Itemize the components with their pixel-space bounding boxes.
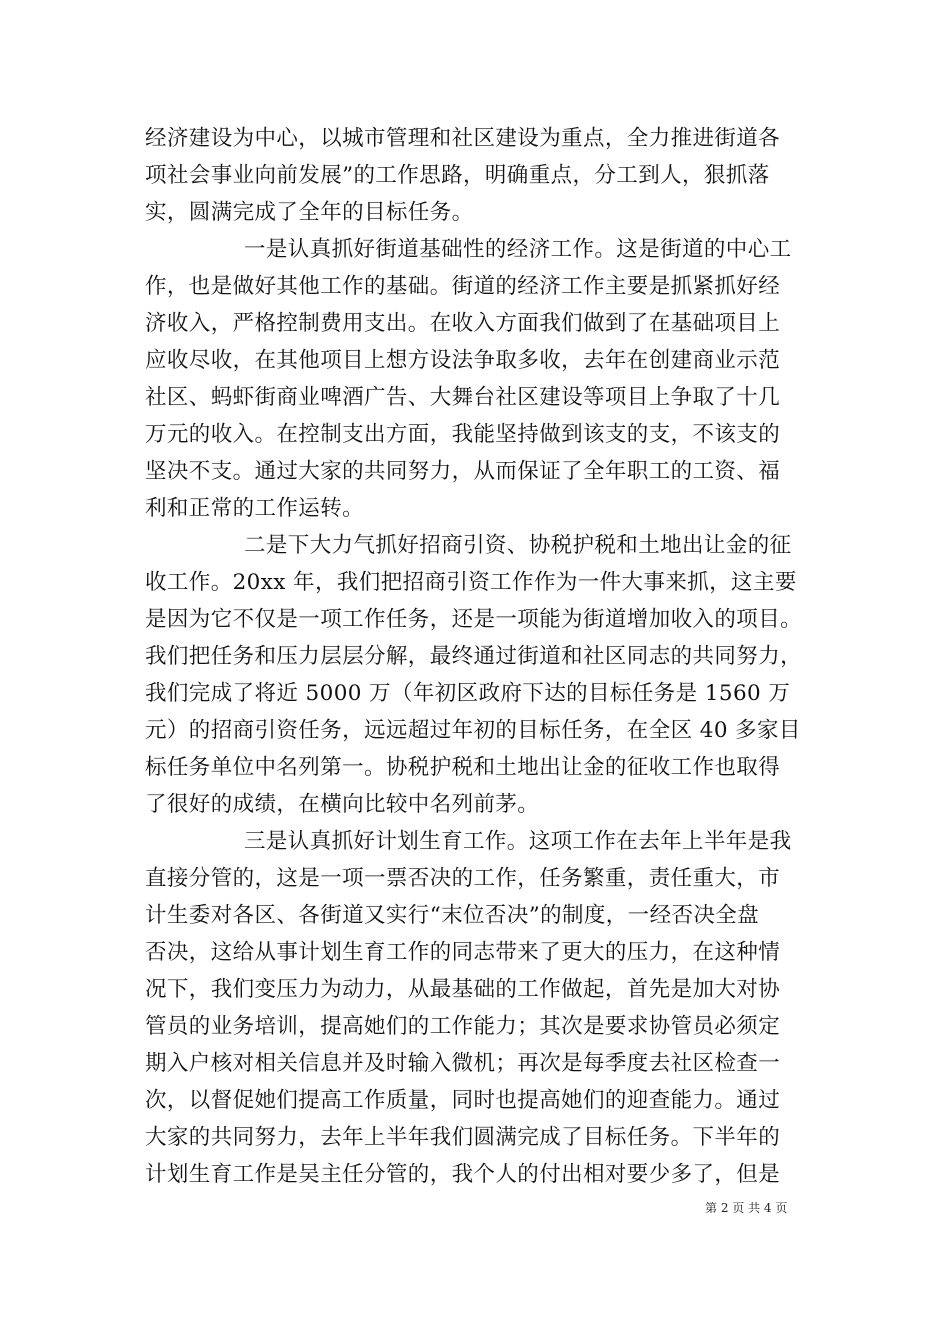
text-line: 是因为它不仅是一项工作任务，还是一项能为街道增加收入的项目。 bbox=[145, 607, 803, 632]
text-line: 管员的业务培训，提高她们的工作能力；其次是要求协管员必须定 bbox=[145, 1014, 781, 1039]
text-line: 实，圆满完成了全年的目标任务。 bbox=[145, 200, 474, 225]
text-line: 项社会事业向前发展”的工作思路，明确重点，分工到人，狠抓落 bbox=[145, 163, 770, 188]
text-line: 坚决不支。通过大家的共同努力，从而保证了全年职工的工资、福 bbox=[145, 459, 781, 484]
text-line: 经济建设为中心，以城市管理和社区建设为重点，全力推进街道各 bbox=[145, 126, 781, 151]
page-number-footer: 第 2 页 共 4 页 bbox=[705, 1201, 788, 1215]
text-line: 标任务单位中名列第一。协税护税和土地出让金的征收工作也取得 bbox=[145, 755, 781, 780]
text-line: 我们把任务和压力层层分解，最终通过街道和社区同志的共同努力， bbox=[145, 644, 803, 669]
text-line: 次，以督促她们提高工作质量，同时也提高她们的迎查能力。通过 bbox=[145, 1088, 781, 1113]
text-line: 利和正常的工作运转。 bbox=[145, 496, 365, 521]
text-line: 应收尽收，在其他项目上想方设法争取多收，去年在创建商业示范 bbox=[145, 348, 781, 373]
text-line: 元）的招商引资任务，远远超过年初的目标任务，在全区 40 多家目 bbox=[145, 718, 801, 743]
text-line: 直接分管的，这是一项一票否决的工作，任务繁重，责任重大，市 bbox=[145, 866, 781, 891]
paragraph-start-line: 一是认真抓好街道基础性的经济工作。这是街道的中心工 bbox=[244, 237, 792, 262]
text-line: 况下，我们变压力为动力，从最基础的工作做起，首先是加大对协 bbox=[145, 977, 781, 1002]
text-line: 否决，这给从事计划生育工作的同志带来了更大的压力，在这种情 bbox=[145, 940, 781, 965]
text-line: 计划生育工作是吴主任分管的，我个人的付出相对要少多了，但是 bbox=[145, 1162, 781, 1187]
text-line: 万元的收入。在控制支出方面，我能坚持做到该支的支，不该支的 bbox=[145, 422, 781, 447]
text-line: 我们完成了将近 5000 万（年初区政府下达的目标任务是 1560 万 bbox=[145, 681, 791, 706]
text-line: 作，也是做好其他工作的基础。街道的经济工作主要是抓紧抓好经 bbox=[145, 274, 781, 299]
text-line: 了很好的成绩，在横向比较中名列前茅。 bbox=[145, 792, 540, 817]
paragraph-start-line: 二是下大力气抓好招商引资、协税护税和土地出让金的征 bbox=[244, 533, 792, 558]
text-line: 收工作。20xx 年，我们把招商引资工作作为一件大事来抓，这主要 bbox=[145, 570, 797, 595]
text-line: 大家的共同努力，去年上半年我们圆满完成了目标任务。下半年的 bbox=[145, 1125, 781, 1150]
text-line: 计生委对各区、各街道又实行“末位否决”的制度，一经否决全盘 bbox=[145, 903, 760, 928]
text-line: 社区、蚂虾街商业啤酒广告、大舞台社区建设等项目上争取了十几 bbox=[145, 385, 781, 410]
paragraph-start-line: 三是认真抓好计划生育工作。这项工作在去年上半年是我 bbox=[244, 829, 792, 854]
text-line: 期入户核对相关信息并及时输入微机；再次是每季度去社区检查一 bbox=[145, 1051, 781, 1076]
text-line: 济收入，严格控制费用支出。在收入方面我们做到了在基础项目上 bbox=[145, 311, 781, 336]
